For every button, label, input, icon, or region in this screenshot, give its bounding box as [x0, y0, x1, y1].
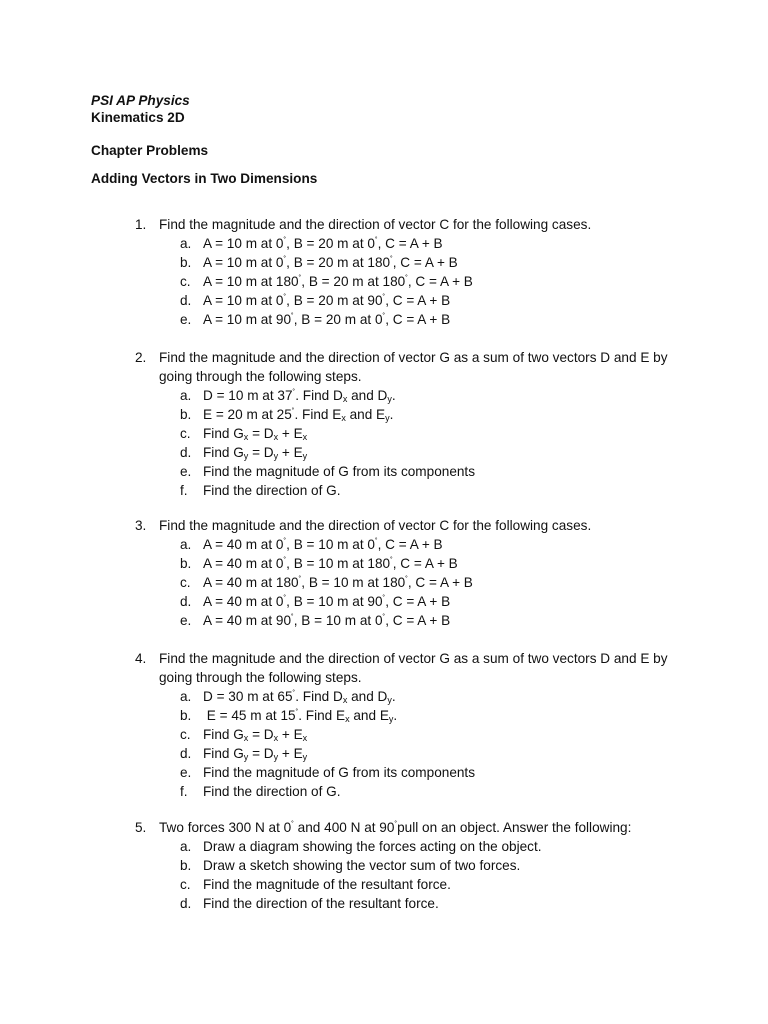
- item-text: Find $G_y = D_y + E_y$: [203, 445, 308, 461]
- item-text: A = 10 m at 0˚, B = 20 m at 180˚, C = A + B: [203, 255, 458, 270]
- section-title: Chapter Problems: [91, 143, 209, 158]
- item-letter: a.: [180, 689, 192, 704]
- item-letter: c.: [180, 727, 191, 742]
- course-title: PSI AP Physics: [91, 93, 190, 108]
- item-letter: f.: [180, 784, 188, 799]
- question-text: going through the following steps.: [159, 670, 362, 685]
- item-text: D = 10 m at 37˚. Find $D_x$ and $D_y$.: [203, 388, 396, 404]
- question-text: Find the magnitude and the direction of vector C for the following cases.: [159, 217, 592, 232]
- item-letter: a.: [180, 388, 192, 403]
- question-text: Two forces 300 N at 0˚ and 400 N at 90˚pull on an object. Answer the following:: [159, 820, 632, 835]
- item-letter: f.: [180, 483, 188, 498]
- item-text: Find $G_y = D_y + E_y$: [203, 746, 308, 762]
- item-text: A = 10 m at 0˚, B = 20 m at 0˚, C = A + B: [203, 236, 443, 251]
- item-text: A = 40 m at 180˚, B = 10 m at 180˚, C = A + B: [203, 575, 473, 590]
- item-letter: a.: [180, 839, 192, 854]
- question-text: Find the magnitude and the direction of vector C for the following cases.: [159, 518, 592, 533]
- item-letter: d.: [180, 594, 192, 609]
- question-text: going through the following steps.: [159, 369, 362, 384]
- question-number: 5.: [135, 820, 147, 835]
- item-letter: d.: [180, 896, 192, 911]
- item-text: A = 10 m at 90˚, B = 20 m at 0˚, C = A + B: [203, 312, 451, 327]
- item-text: A = 40 m at 0˚, B = 10 m at 0˚, C = A + B: [203, 537, 443, 552]
- item-letter: e.: [180, 464, 192, 479]
- item-letter: b.: [180, 708, 192, 723]
- item-text: Find the magnitude of the resultant force.: [203, 877, 451, 892]
- item-text: E = 20 m at 25˚. Find $E_x$ and $E_y$.: [203, 407, 394, 423]
- item-letter: e.: [180, 312, 192, 327]
- item-text: Find the direction of G.: [203, 784, 341, 799]
- item-text: Find $G_x = D_x + E_x$: [203, 727, 308, 743]
- item-letter: c.: [180, 877, 191, 892]
- item-text: Find the magnitude of G from its components: [203, 464, 476, 479]
- item-text: D = 30 m at 65˚. Find $D_x$ and $D_y$.: [203, 689, 396, 705]
- item-text: Draw a sketch showing the vector sum of two forces.: [203, 858, 521, 873]
- item-letter: e.: [180, 765, 192, 780]
- item-letter: b.: [180, 255, 192, 270]
- item-letter: d.: [180, 445, 192, 460]
- item-text: Find the direction of G.: [203, 483, 341, 498]
- question-number: 4.: [135, 651, 147, 666]
- item-letter: e.: [180, 613, 192, 628]
- item-text: A = 40 m at 0˚, B = 10 m at 90˚, C = A + B: [203, 594, 451, 609]
- unit-title: Kinematics 2D: [91, 110, 185, 125]
- item-letter: a.: [180, 236, 192, 251]
- item-letter: b.: [180, 407, 192, 422]
- item-letter: b.: [180, 858, 192, 873]
- item-text: A = 10 m at 0˚, B = 20 m at 90˚, C = A + B: [203, 293, 451, 308]
- question-number: 2.: [135, 350, 147, 365]
- item-letter: d.: [180, 746, 192, 761]
- item-text: A = 10 m at 180˚, B = 20 m at 180˚, C = A + B: [203, 274, 473, 289]
- item-letter: a.: [180, 537, 192, 552]
- topic-title: Adding Vectors in Two Dimensions: [91, 171, 318, 186]
- question-number: 3.: [135, 518, 147, 533]
- item-text: E = 45 m at 15˚. Find $E_x$ and $E_y$.: [203, 708, 398, 724]
- item-letter: d.: [180, 293, 192, 308]
- item-letter: c.: [180, 274, 191, 289]
- item-letter: b.: [180, 556, 192, 571]
- item-letter: c.: [180, 575, 191, 590]
- item-text: Find the direction of the resultant force.: [203, 896, 439, 911]
- question-text: Find the magnitude and the direction of vector G as a sum of two vectors D and E by: [159, 651, 668, 666]
- item-letter: c.: [180, 426, 191, 441]
- question-number: 1.: [135, 217, 147, 232]
- item-text: Find $G_x = D_x + E_x$: [203, 426, 308, 442]
- item-text: Draw a diagram showing the forces acting on the object.: [203, 839, 542, 854]
- item-text: Find the magnitude of G from its components: [203, 765, 476, 780]
- item-text: A = 40 m at 0˚, B = 10 m at 180˚, C = A + B: [203, 556, 458, 571]
- question-text: Find the magnitude and the direction of vector G as a sum of two vectors D and E by: [159, 350, 668, 365]
- item-text: A = 40 m at 90˚, B = 10 m at 0˚, C = A + B: [203, 613, 451, 628]
